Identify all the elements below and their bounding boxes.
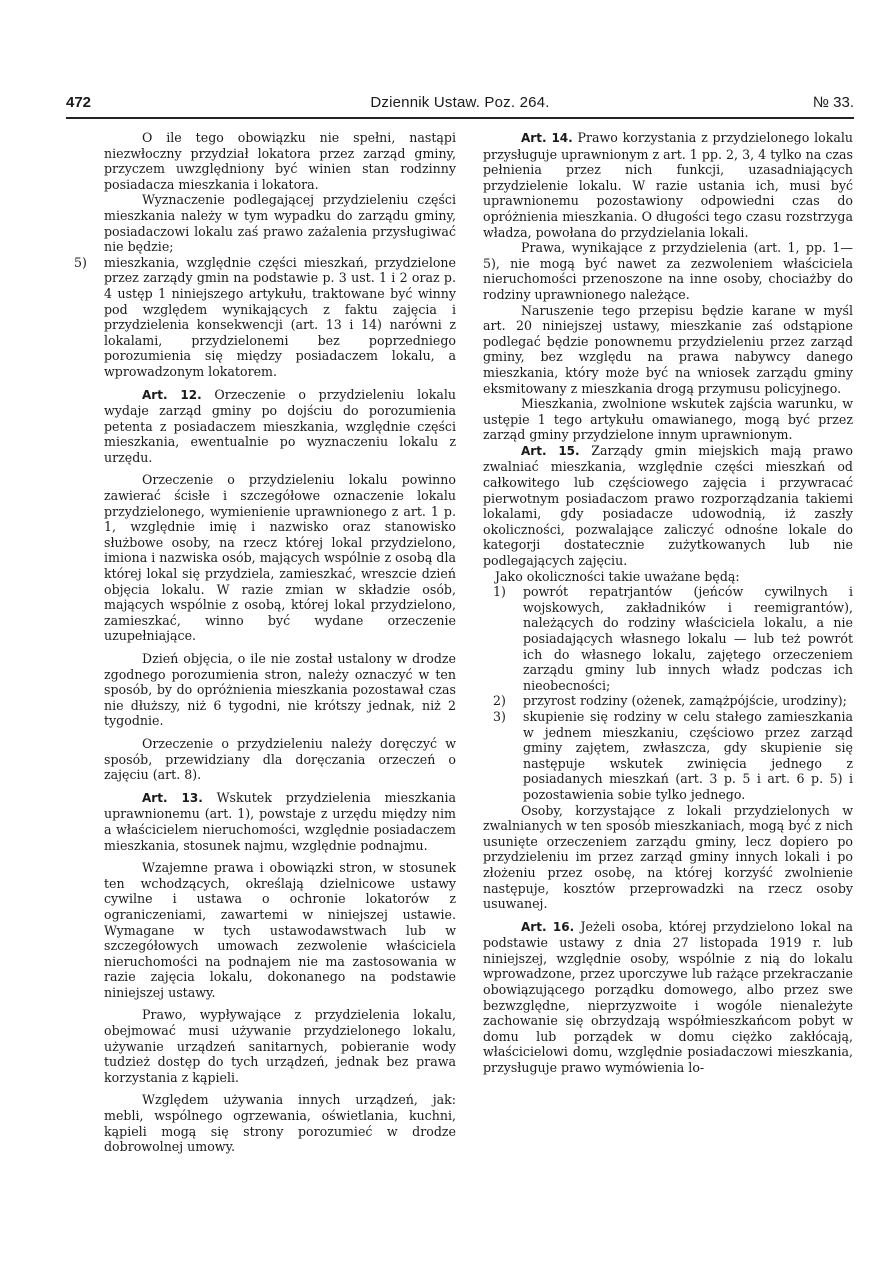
paragraph: Prawo, wypływające z przydzielenia lokalu, obejmować musi używanie przydzielonego lokalu, używanie urządzeń sanitarnych, pobieranie wody tudzież dostęp do tych urządzeń, jednak bez prawa korzystania z kąpieli.	[104, 1007, 456, 1085]
paragraph: O ile tego obowiązku nie spełni, nastąpi niezwłoczny przydział lokatora przez zarząd gminy, przyczem uwzględniony być winien stan rodzinny posiadacza mieszkania i lokatora.	[104, 130, 456, 192]
article-label: Art. 16.	[521, 919, 575, 934]
list-item-1: 1) powrót repatrjantów (jeńców cywilnych i wojskowych, zakładników i reemigrantów), należących do rodziny właściciela lokalu, a nie posiadających własnego lokalu — lub też powrót ich do własnego lokalu, zajętego orzeczeniem zarządu gminy lub innych władz podczas ich nieobecności;	[493, 584, 853, 693]
list-item-5	[74, 254, 456, 380]
issue-number: № 33.	[812, 94, 854, 111]
paragraph: Mieszkania, zwolnione wskutek zajścia warunku, w ustępie 1 tego artykułu omawianego, mogą być przez zarząd gminy przydzielone innym uprawnionym.	[483, 396, 853, 443]
article-label: Art. 12.	[142, 387, 202, 402]
article-12: Art. 12. Orzeczenie o przydzieleniu lokalu wydaje zarząd gminy po dojściu do porozumienia petenta z posiadaczem mieszkania, względnie części mieszkania, ewentualnie po wyznaczeniu lokalu z urzędu.	[104, 386, 457, 465]
paragraph: Naruszenie tego przepisu będzie karane w myśl art. 20 niniejszej ustawy, mieszkanie zaś odstąpione podlegać będzie ponownemu przydzieleniu przez zarząd gminy, bez względu na prawa nabywcy danego mieszkania, który może być na wniosek zarządu gminy eksmitowany z mieszkania drogą przymusu policyjnego.	[483, 302, 853, 396]
paragraph: Dzień objęcia, o ile nie został ustalony w drodze zgodnego porozumienia stron, należy oznaczyć w ten sposób, by do opróżnienia mieszkania pozostawał czas nie dłuższy, niż 6 tygodni, nie krótszy jednak, niż 2 tygodnie.	[104, 651, 456, 729]
journal-title: Dziennik Ustaw. Poz. 264.	[370, 94, 550, 111]
left-column	[74, 130, 457, 1155]
article-15: Art. 15. Zarządy gmin miejskich mają prawo zwalniać mieszkania, względnie części mieszkań od całkowitego lub częściowego zajęcia i przywracać pierwotnym posiadaczom prawo rozporządzania takiemi lokalami, gdy posiadacze udowodnią, iż zaszły okoliczności, pozwalające zaliczyć odnośne lokale do kategorji dostatecznie zużytkowanych lub nie podlegających zajęciu.	[483, 442, 854, 569]
paragraph: Orzeczenie o przydzieleniu lokalu powinno zawierać ścisłe i szczegółowe oznaczenie lokalu przydzielonego, wymienienie uprawnionego z art. 1 p. 1, względnie imię i nazwisko oraz stanowisko służbowe osoby, na rzecz której lokal przydzielono, imiona i nazwiska osób, mających wspólnie z osobą dla której lokal się przydziela, zamieszkać, wreszcie dzień objęcia lokalu. W razie zmian w składzie osób, mających wspólnie z osobą, której lokal przydzielono, zamieszkać, winno być wydane orzeczenie uzupełniające.	[104, 472, 456, 644]
paragraph: Prawa, wynikające z przydzielenia (art. 1, pp. 1—5), nie mogą być nawet za zezwoleniem właściciela nieruchomości przenoszone na inne osoby, chociażby do rodziny uprawnionego należące.	[483, 240, 853, 302]
list-item-3: 3) skupienie się rodziny w celu stałego zamieszkania w jednem mieszkaniu, częściowo przez zarząd gminy zajętem, zwłaszcza, gdy skupienie się następuje wskutek zwinięcia jednego z posiadanych mieszkań (art. 3 p. 5 i art. 6 p. 5) i pozostawienia sobie tylko jednego.	[493, 708, 853, 802]
paragraph: Osoby, korzystające z lokali przydzielonych w zwalnianych w ten sposób mieszkaniach, mogą być z nich usunięte orzeczeniem zarządu gminy, lecz dopiero po przydzieleniu im przez zarząd gminy innych lokali i po złożeniu przez osobę, na której korzyść zwolnienie następuje, kosztów przeprowadzki na rzecz osoby usuwanej.	[483, 802, 853, 912]
article-label: Art. 15.	[521, 443, 580, 458]
circumstances-list	[493, 584, 853, 802]
paragraph: Wzajemne prawa i obowiązki stron, w stosunek ten wchodzących, określają dzielnicowe ustawy cywilne i ustawa o ochronie lokatorów z ograniczeniami, zawartemi w niniejszej ustawie. Wymagane w tych ustawodawstwach lub w szczegółowych umowach zezwolenie właściciela nieruchomości na podnajem nie ma zastosowania w razie zajęcia lokalu, dokonanego na podstawie niniejszej ustawy.	[104, 860, 456, 1000]
paragraph: Względem używania innych urządzeń, jak: mebli, wspólnego ogrzewania, oświetlania, kuchni, kąpieli mogą się strony porozumieć w drodze dobrowolnej umowy.	[104, 1092, 456, 1155]
page-number: 472	[66, 94, 92, 111]
list-intro: Jako okoliczności takie uważane będą:	[495, 568, 740, 584]
list-text: mieszkania, względnie części mieszkań, przydzielone przez zarządy gmin na podstawie p. 3 ust. 1 i 2 oraz p. 4 ustęp 1 niniejszego artykułu, traktowane być winny pod względem wynikających z faktu zajęcia i przydzielenia konsekwencji (art. 13 i 14) narówni z lokalami, przydzielonemi bez poprzedniego porozumienia się między posiadaczem lokalu, a wprowadzonym lokatorem.	[104, 254, 456, 379]
header-rule	[66, 117, 854, 119]
paragraph: Wyznaczenie podlegającej przydzieleniu części mieszkania należy w tym wypadku do zarządu gminy, posiadaczowi lokalu zaś prawo zażalenia przysługiwać nie będzie;	[104, 192, 456, 255]
article-label: Art. 13.	[142, 790, 203, 805]
article-16: Art. 16. Jeżeli osoba, której przydzielono lokal na podstawie ustawy z dnia 27 listopada 1919 r. lub niniejszej, względnie osoby, wspólnie z nią do lokalu wprowadzone, przez uporczywe lub rażące przekraczanie obowiązującego porządku domowego, albo przez swe bezwzględne, nieprzyzwoite i wogóle nienależyte zachowanie się obrzydzają współmieszkańcom pobyt w domu lub porządek w domu ciężko zakłócają, właścicielowi domu, względnie posiadaczowi mieszkania, przysługuje prawo wymówienia lo-	[483, 918, 853, 1076]
list-item-2: 2) przyrost rodziny (ożenek, zamążpójście, urodziny);	[493, 693, 847, 709]
page-header	[66, 92, 854, 118]
list-number: 5)	[74, 254, 87, 270]
paragraph: Orzeczenie o przydzieleniu należy doręczyć w sposób, przewidziany dla doręczania orzeczeń o zajęciu (art. 8).	[104, 735, 456, 783]
article-label: Art. 14.	[521, 131, 573, 145]
right-column	[483, 130, 853, 1076]
article-13: Art. 13. Wskutek przydzielenia mieszkania uprawnionemu (art. 1), powstaje z urzędu między nim a właścicielem nieruchomości, względnie posiadaczem mieszkania, stosunek najmu, względnie podnajmu.	[104, 789, 456, 853]
article-14: Art. 14. Prawo korzystania z przydzielonego lokalu przysługuje uprawnionym z art. 1 pp. 2, 3, 4 tylko na czas pełnienia przez nich funkcji, uzasadniających przydzielenie lokalu. W razie ustania ich, musi być uprawnionemu pozostawiony odpowiedni czas do opróżnienia mieszkania. O długości tego czasu rozstrzyga władza, powołana do przydzielania lokali.	[483, 130, 853, 240]
